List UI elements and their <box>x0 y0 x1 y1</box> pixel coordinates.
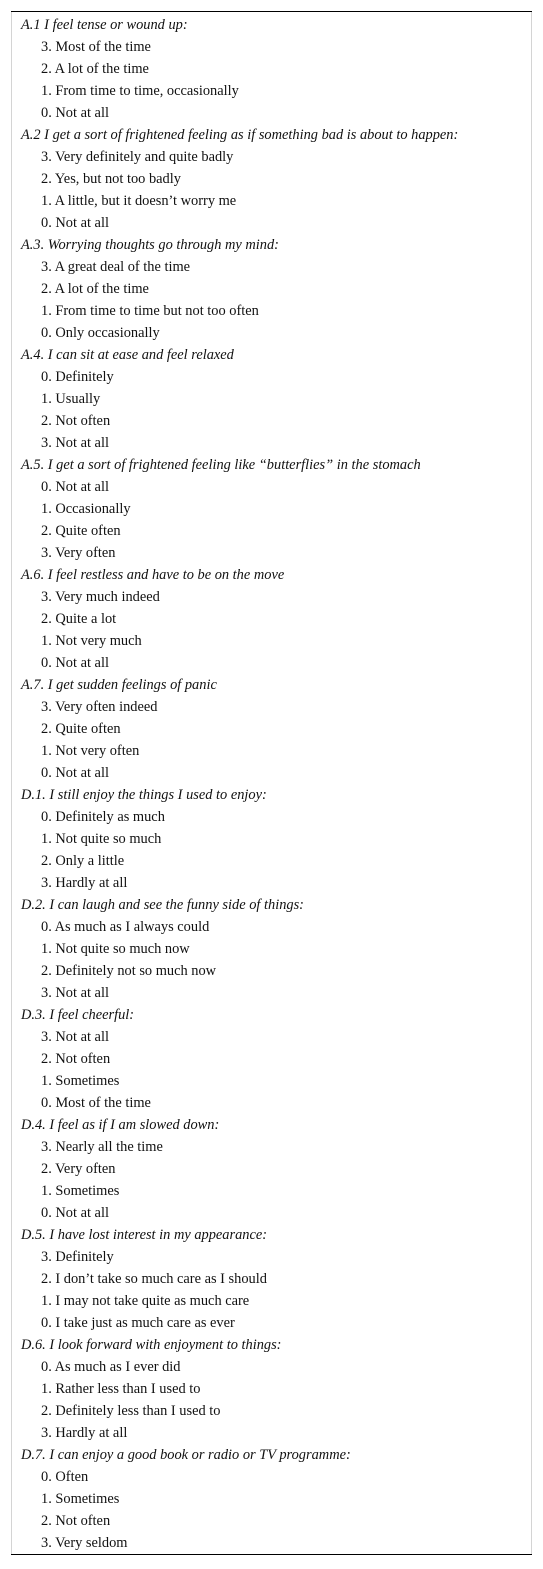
questionnaire-table <box>11 11 532 1555</box>
option: 0. Most of the time <box>41 1095 151 1111</box>
option: 3. Not at all <box>41 1029 109 1045</box>
question-d6: D.6. I look forward with enjoyment to things: <box>21 1337 282 1353</box>
option: 2. Quite a lot <box>41 611 117 627</box>
option: 1. Not quite so much now <box>41 941 190 957</box>
option: 3. Definitely <box>41 1249 114 1265</box>
option: 3. A great deal of the time <box>41 259 191 275</box>
option: 1. Sometimes <box>41 1073 120 1089</box>
option: 1. From time to time, occasionally <box>41 83 239 99</box>
question-d5: D.5. I have lost interest in my appearance: <box>21 1227 268 1243</box>
option: 2. Definitely not so much now <box>41 963 217 979</box>
option: 0. Not at all <box>41 1205 109 1221</box>
option: 0. Not at all <box>41 655 109 671</box>
question-a7: A.7. I get sudden feelings of panic <box>21 677 217 693</box>
option: 0. Definitely as much <box>41 809 165 825</box>
option: 1. Not very often <box>41 743 140 759</box>
option: 3. Hardly at all <box>41 875 128 891</box>
question-d7: D.7. I can enjoy a good book or radio or TV programme: <box>21 1447 351 1463</box>
option: 2. A lot of the time <box>41 61 149 77</box>
question-d1: D.1. I still enjoy the things I used to enjoy: <box>21 787 267 803</box>
option: 2. A lot of the time <box>41 281 149 297</box>
option: 2. Not often <box>41 1513 111 1529</box>
option: 3. Not at all <box>41 985 109 1001</box>
option: 0. Definitely <box>41 369 114 385</box>
option: 1. A little, but it doesn’t worry me <box>41 193 237 209</box>
option: 0. Not at all <box>41 765 109 781</box>
option: 0. Only occasionally <box>41 325 160 341</box>
option: 0. Not at all <box>41 479 109 495</box>
option: 2. I don’t take so much care as I should <box>41 1271 267 1287</box>
option: 2. Not often <box>41 1051 111 1067</box>
option: 0. As much as I ever did <box>41 1359 181 1375</box>
option: 1. Occasionally <box>41 501 131 517</box>
question-d2: D.2. I can laugh and see the funny side of things: <box>21 897 304 913</box>
option: 0. I take just as much care as ever <box>41 1315 235 1331</box>
option: 1. I may not take quite as much care <box>41 1293 250 1309</box>
option: 0. Not at all <box>41 215 109 231</box>
option: 3. Very much indeed <box>41 589 160 605</box>
option: 2. Only a little <box>41 853 125 869</box>
question-a3: A.3. Worrying thoughts go through my mind: <box>21 237 279 253</box>
option: 1. Usually <box>41 391 101 407</box>
option: 1. Not quite so much <box>41 831 162 847</box>
option: 2. Quite often <box>41 523 121 539</box>
question-d3: D.3. I feel cheerful: <box>21 1007 135 1023</box>
question-a6: A.6. I feel restless and have to be on the move <box>21 567 285 583</box>
option: 2. Yes, but not too badly <box>41 171 181 187</box>
option: 2. Not often <box>41 413 111 429</box>
option: 1. Sometimes <box>41 1491 120 1507</box>
option: 2. Definitely less than I used to <box>41 1403 221 1419</box>
option: 3. Nearly all the time <box>41 1139 163 1155</box>
question-a2: A.2 I get a sort of frightened feeling as if something bad is about to happen: <box>21 127 459 143</box>
table-body <box>11 12 532 1554</box>
option: 0. Often <box>41 1469 89 1485</box>
question-list <box>12 14 531 1554</box>
option: 1. From time to time but not too often <box>41 303 259 319</box>
option: 3. Very seldom <box>41 1535 128 1551</box>
option: 0. Not at all <box>41 105 109 121</box>
option: 2. Quite often <box>41 721 121 737</box>
option: 3. Very often <box>41 545 116 561</box>
option: 3. Very often indeed <box>41 699 158 715</box>
question-a4: A.4. I can sit at ease and feel relaxed <box>21 347 234 363</box>
option: 3. Very definitely and quite badly <box>41 149 234 165</box>
option: 1. Rather less than I used to <box>41 1381 201 1397</box>
question-a5: A.5. I get a sort of frightened feeling like “butterflies” in the stomach <box>21 457 421 473</box>
option: 3. Hardly at all <box>41 1425 128 1441</box>
option: 0. As much as I always could <box>41 919 210 935</box>
question-a1: A.1 I feel tense or wound up: <box>21 17 188 33</box>
option: 2. Very often <box>41 1161 116 1177</box>
question-d4: D.4. I feel as if I am slowed down: <box>21 1117 220 1133</box>
option: 3. Most of the time <box>41 39 151 55</box>
option: 1. Not very much <box>41 633 142 649</box>
option: 3. Not at all <box>41 435 109 451</box>
option: 1. Sometimes <box>41 1183 120 1199</box>
